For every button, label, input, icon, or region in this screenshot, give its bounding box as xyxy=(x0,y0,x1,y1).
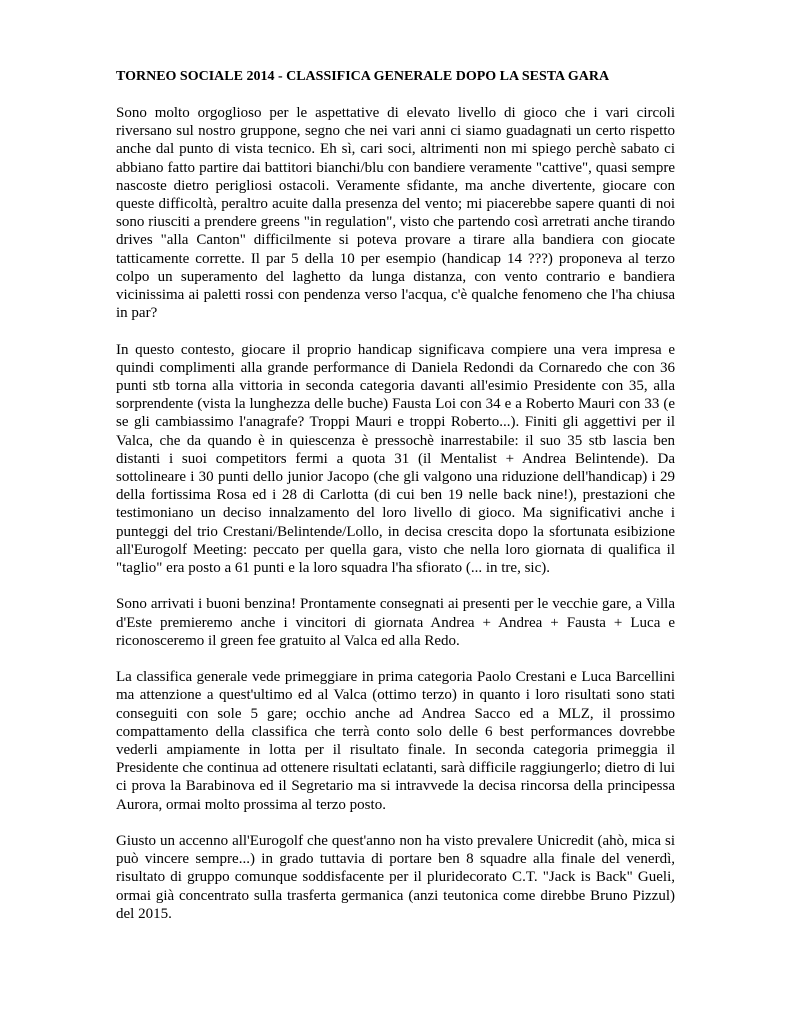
document-page xyxy=(116,68,675,941)
paragraph-2: In questo contesto, giocare il proprio handicap significava compiere una vera impresa e quindi complimenti alla grande performance di Daniela Redondi da Cornaredo che con 36 punti stb torna alla vittoria in seconda categoria davanti all'esimio Presidente con 35, alla sorprendente (vista la lunghezza delle buche) Fausta Loi con 34 e a Roberto Mauri con 33 (e se gli cambiassimo l'anagrafe? Troppi Mauri e troppi Roberto...). Finiti gli aggettivi per il Valca, che da quando è in quiescenza è pressochè inarrestabile: il suo 35 stb lascia ben distanti i suoi competitors fermi a quota 31 (il Mentalist + Andrea Belintende). Da sottolineare i 30 punti dello junior Jacopo (che gli valgono una riduzione dell'handicap) i 29 della fortissima Rosa ed i 28 di Carlotta (di cui ben 19 nelle back nine!), prestazioni che testimoniano un deciso innalzamento del loro livello di gioco. Ma significativi anche i punteggi del trio Crestani/Belintende/Lollo, in decisa crescita dopo la sfortunata esibizione all'Eurogolf Meeting: peccato per quella gara, visto che nella loro giornata di qualifica il "taglio" era posto a 61 punti e la loro squadra l'ha sfiorato (... in tre, sic). xyxy=(116,341,675,577)
document-title: TORNEO SOCIALE 2014 - CLASSIFICA GENERALE DOPO LA SESTA GARA xyxy=(116,69,610,84)
paragraph-5: Giusto un accenno all'Eurogolf che quest'anno non ha visto prevalere Unicredit (ahò, mica si può vincere sempre...) in grado tuttavia di portare ben 8 squadre alla finale del venerdì, risultato di gruppo comunque soddisfacente per il pluridecorato C.T. "Jack is Back" Gueli, ormai già concentrato sulla trasferta germanica (anzi teutonica come direbbe Bruno Pizzul) del 2015. xyxy=(116,833,675,922)
paragraph-1: Sono molto orgoglioso per le aspettative di elevato livello di gioco che i vari circoli riversano sul nostro gruppone, segno che nei vari anni ci siamo guadagnati un certo rispetto anche dal punto di vista tecnico. Eh sì, cari soci, altrimenti non mi spiego perchè sabato ci abbiano fatto partire dai battitori bianchi/blu con bandiere veramente "cattive", quasi sempre nascoste dietro perigliosi ostacoli. Veramente sfidante, ma anche divertente, giocare con queste difficoltà, peraltro acuite dalla presenza del vento; mi piacerebbe sapere quanti di noi sono riusciti a prendere greens "in regulation", visto che partendo così arretrati anche tirando drives "alla Canton" difficilmente si poteva provare a tirare alla bandiera con giocate tatticamente corrette. Il par 5 della 10 per esempio (handicap 14 ???) proponeva al terzo colpo un superamento del laghetto da lunga distanza, con vento contrario e bandiera vicinissima ai paletti rossi con pendenza verso l'acqua, c'è qualche fenomeno che l'ha chiusa in par? xyxy=(116,105,675,322)
paragraph-4: La classifica generale vede primeggiare in prima categoria Paolo Crestani e Luca Barcellini ma attenzione a quest'ultimo ed al Valca (ottimo terzo) in quanto i loro risultati sono stati conseguiti con sole 5 gare; occhio anche ad Andrea Sacco ed a MLZ, il prossimo compattamento della classifica che terrà conto solo delle 6 best performances dovrebbe vederli ampiamente in lotta per il risultato finale. In seconda categoria primeggia il Presidente che continua ad ottenere risultati eclatanti, sarà difficile raggiungerlo; dietro di lui ci prova la Barabinova ed il Segretario ma si intravvede la decisa rincorsa della principessa Aurora, ormai molto prossima al terzo posto. xyxy=(116,669,675,813)
paragraph-3: Sono arrivati i buoni benzina! Prontamente consegnati ai presenti per le vecchie gare, a Villa d'Este premieremo anche i vincitori di giornata Andrea + Andrea + Fausta + Luca e riconosceremo il green fee gratuito al Valca ed alla Redo. xyxy=(116,596,675,649)
